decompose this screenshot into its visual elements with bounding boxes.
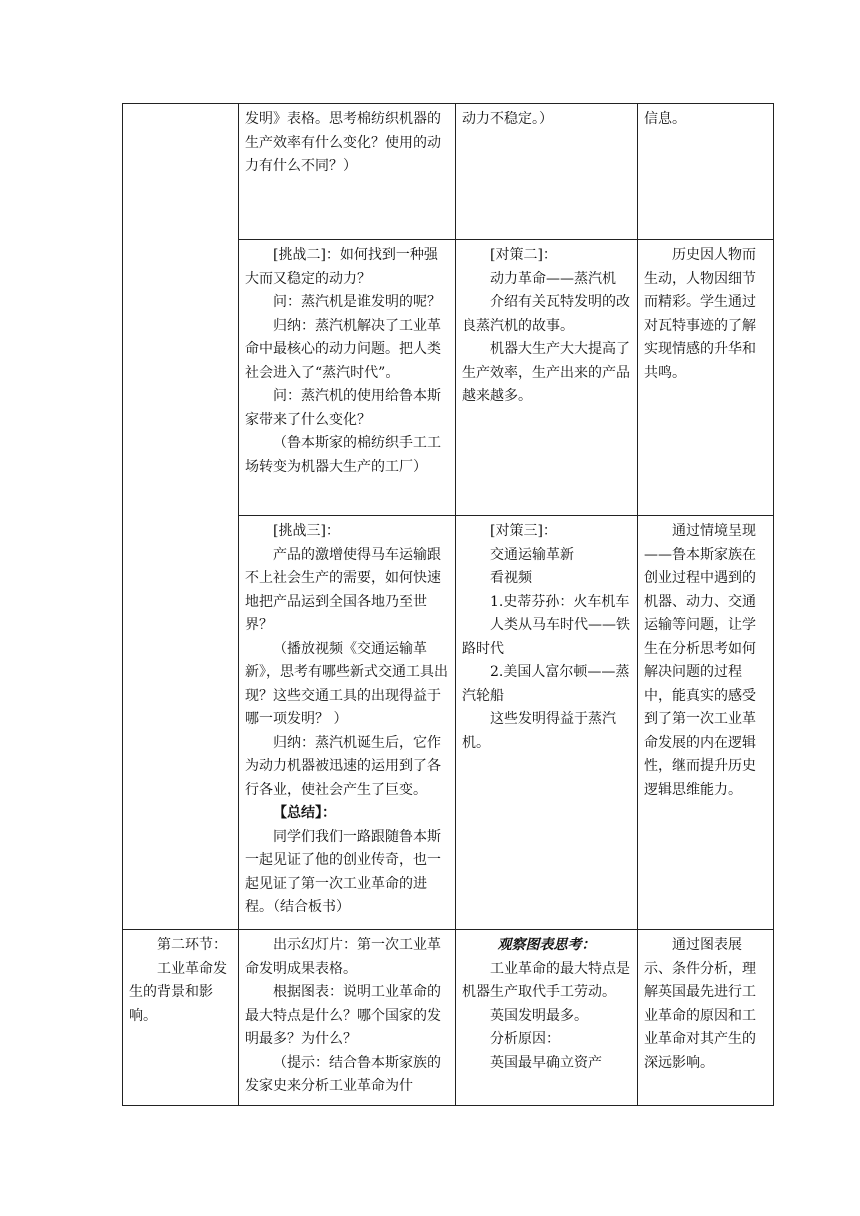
cell-text: 英国最早确立资产	[490, 1054, 602, 1071]
cell-text: [挑战二]：如何找到一种强大而又稳定的动力？	[245, 247, 438, 287]
student-activity-cell	[456, 930, 638, 1106]
cell-text: （鲁本斯家的棉纺织手工工场转变为机器大生产的工厂）	[245, 435, 441, 475]
cell-text: 问：蒸汽机是谁发明的呢？	[273, 294, 441, 310]
teacher-activity-cell	[239, 930, 456, 1106]
cell-text: 英国发明最多。	[490, 1007, 588, 1024]
design-intent-cell	[638, 104, 774, 240]
cell-text: 动力革命——蒸汽机	[490, 270, 616, 287]
table-row	[123, 104, 774, 240]
cell-text: 分析原因：	[490, 1031, 560, 1047]
cell-text: （提示：结合鲁本斯家族的发家史来分析工业革命为什	[245, 1054, 441, 1094]
cell-text: 人类从马车时代——铁路时代	[462, 617, 630, 657]
cell-text: [对策三]：	[490, 523, 557, 539]
cell-text: 2.美国人富尔顿——蒸汽轮船	[462, 664, 630, 704]
stage-title: 第二环节：	[157, 937, 227, 953]
cell-text: （播放视频《交通运输革新》，思考有哪些新式交通工具出现？这些交通工具的出现得益于哪一项发明？ ）	[245, 640, 448, 727]
student-activity-cell	[456, 516, 638, 930]
teacher-activity-cell	[239, 240, 456, 516]
cell-text: 工业革命的最大特点是机器生产取代手工劳动。	[462, 960, 630, 1000]
cell-text: 这些发明得益于蒸汽机。	[462, 711, 616, 751]
stage-description: 工业革命发生的背景和影响。	[129, 960, 227, 1024]
cell-text: 通过情境呈现——鲁本斯家族在创业过程中遇到的机器、动力、交通运输等问题，让学生在分析思考如何解决问题的过程中，能真实的感受到了第一次工业革命发展的内在逻辑性，继而提升历史逻辑思维能力。	[644, 523, 756, 798]
cell-text: 历史因人物而生动，人物因细节而精彩。学生通过对瓦特事迹的了解实现情感的升华和共鸣。	[644, 247, 756, 381]
cell-text: 根据图表：说明工业革命的最大特点是什么？哪个国家的发明最多？为什么？	[245, 984, 441, 1047]
cell-text: 动力不稳定。）	[462, 111, 553, 127]
observe-heading: 观察图表思考：	[497, 937, 596, 953]
student-activity-cell	[456, 104, 638, 240]
cell-text: 交通运输革新	[490, 546, 574, 563]
cell-text: 产品的激增使得马车运输跟不上社会生产的需要，如何快速地把产品运到全国各地乃至世界？	[245, 546, 441, 633]
summary-heading: 【总结】：	[273, 805, 336, 821]
cell-text: 发明》表格。思考棉纺织机器的生产效率有什么变化？使用的动力有什么不同？）	[245, 111, 441, 174]
cell-text: 通过图表展示、条件分析，理解英国最先进行工业革命的原因和工业革命对其产生的深远影响。	[644, 937, 756, 1071]
table-row	[123, 930, 774, 1106]
teacher-activity-cell	[239, 516, 456, 930]
cell-text: 出示幻灯片：第一次工业革命发明成果表格。	[245, 937, 441, 977]
stage-cell-empty	[123, 104, 239, 930]
cell-text: 介绍有关瓦特发明的改良蒸汽机的故事。	[462, 294, 630, 334]
teacher-activity-cell	[239, 104, 456, 240]
design-intent-cell	[638, 516, 774, 930]
cell-text: 机器大生产大大提高了生产效率，生产出来的产品越来越多。	[462, 341, 630, 404]
cell-text: 信息。	[644, 111, 686, 127]
cell-text: [对策二]：	[490, 247, 557, 263]
student-activity-cell	[456, 240, 638, 516]
design-intent-cell	[638, 240, 774, 516]
cell-text: [挑战三]：	[273, 523, 340, 539]
cell-text: 问：蒸汽机的使用给鲁本斯家带来了什么变化？	[245, 388, 441, 428]
cell-text: 1.史蒂芬孙：火车机车	[490, 593, 630, 610]
cell-text: 归纳：蒸汽机诞生后，它作为动力机器被迅速的运用到了各行各业，使社会产生了巨变。	[245, 734, 441, 798]
stage-cell	[123, 930, 239, 1106]
cell-text: 看视频	[490, 570, 532, 586]
lesson-plan-table	[122, 103, 774, 1106]
design-intent-cell	[638, 930, 774, 1106]
cell-text: 归纳：蒸汽机解决了工业革命中最核心的动力问题。把人类社会进入了“蒸汽时代”。	[245, 317, 441, 381]
cell-text: 同学们我们一路跟随鲁本斯一起见证了他的创业传奇，也一起见证了第一次工业革命的进程。（结合板书）	[245, 828, 441, 915]
